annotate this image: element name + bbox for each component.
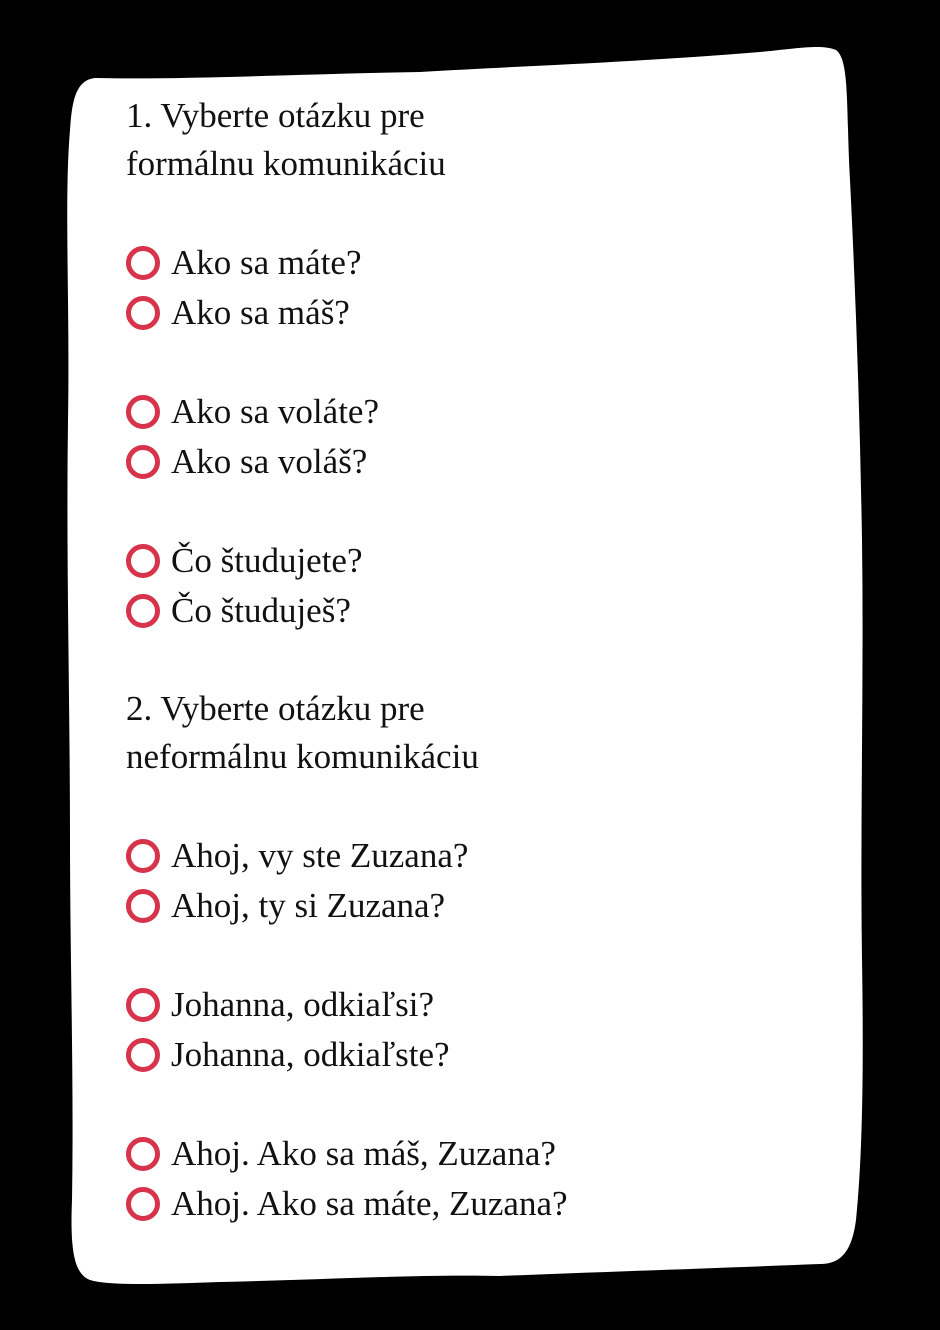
question-2-group-2 xyxy=(126,980,826,1080)
radio-icon[interactable] xyxy=(126,1038,160,1072)
option-label: Ako sa máš? xyxy=(171,293,350,332)
quiz-content xyxy=(126,92,826,1229)
question-1-group-1 xyxy=(126,238,826,338)
radio-icon[interactable] xyxy=(126,1137,160,1171)
question-2-line-2: neformálnu komunikáciu xyxy=(126,737,479,776)
radio-icon[interactable] xyxy=(126,1187,160,1221)
option-ahoj-ty-si-zuzana[interactable] xyxy=(126,881,826,931)
option-label: Čo študujete? xyxy=(171,541,363,580)
option-ahoj-vy-ste-zuzana[interactable] xyxy=(126,831,826,881)
option-label: Ahoj, vy ste Zuzana? xyxy=(171,836,469,875)
option-johanna-odkial-si[interactable] xyxy=(126,980,826,1030)
question-1-line-1: 1. Vyberte otázku pre xyxy=(126,96,425,135)
option-label: Čo študuješ? xyxy=(171,591,351,630)
radio-icon[interactable] xyxy=(126,296,160,330)
radio-icon[interactable] xyxy=(126,594,160,628)
option-label: Johanna, odkiaľsi? xyxy=(171,985,435,1024)
option-co-studujes[interactable] xyxy=(126,586,826,636)
option-ako-sa-mas[interactable] xyxy=(126,288,826,338)
question-2-title xyxy=(126,685,826,781)
option-ako-sa-mate[interactable] xyxy=(126,238,826,288)
radio-icon[interactable] xyxy=(126,395,160,429)
option-label: Ako sa máte? xyxy=(171,243,362,282)
question-1-group-2 xyxy=(126,387,826,487)
option-label: Ahoj. Ako sa máš, Zuzana? xyxy=(171,1134,556,1173)
radio-icon[interactable] xyxy=(126,445,160,479)
option-label: Johanna, odkiaľste? xyxy=(171,1035,450,1074)
question-1-group-3 xyxy=(126,536,826,636)
option-johanna-odkial-ste[interactable] xyxy=(126,1030,826,1080)
option-label: Ahoj, ty si Zuzana? xyxy=(171,886,446,925)
radio-icon[interactable] xyxy=(126,839,160,873)
radio-icon[interactable] xyxy=(126,988,160,1022)
option-ahoj-ako-sa-mas-zuzana[interactable] xyxy=(126,1129,826,1179)
option-label: Ako sa voláš? xyxy=(171,442,368,481)
option-co-studujete[interactable] xyxy=(126,536,826,586)
question-1-title xyxy=(126,92,826,188)
radio-icon[interactable] xyxy=(126,246,160,280)
option-ako-sa-volate[interactable] xyxy=(126,387,826,437)
question-2-line-1: 2. Vyberte otázku pre xyxy=(126,689,425,728)
option-ahoj-ako-sa-mate-zuzana[interactable] xyxy=(126,1179,826,1229)
question-1-line-2: formálnu komunikáciu xyxy=(126,144,446,183)
question-2-group-1 xyxy=(126,831,826,931)
option-ako-sa-volas[interactable] xyxy=(126,437,826,487)
option-label: Ahoj. Ako sa máte, Zuzana? xyxy=(171,1184,568,1223)
option-label: Ako sa voláte? xyxy=(171,392,379,431)
question-2-group-3 xyxy=(126,1129,826,1229)
radio-icon[interactable] xyxy=(126,544,160,578)
radio-icon[interactable] xyxy=(126,889,160,923)
